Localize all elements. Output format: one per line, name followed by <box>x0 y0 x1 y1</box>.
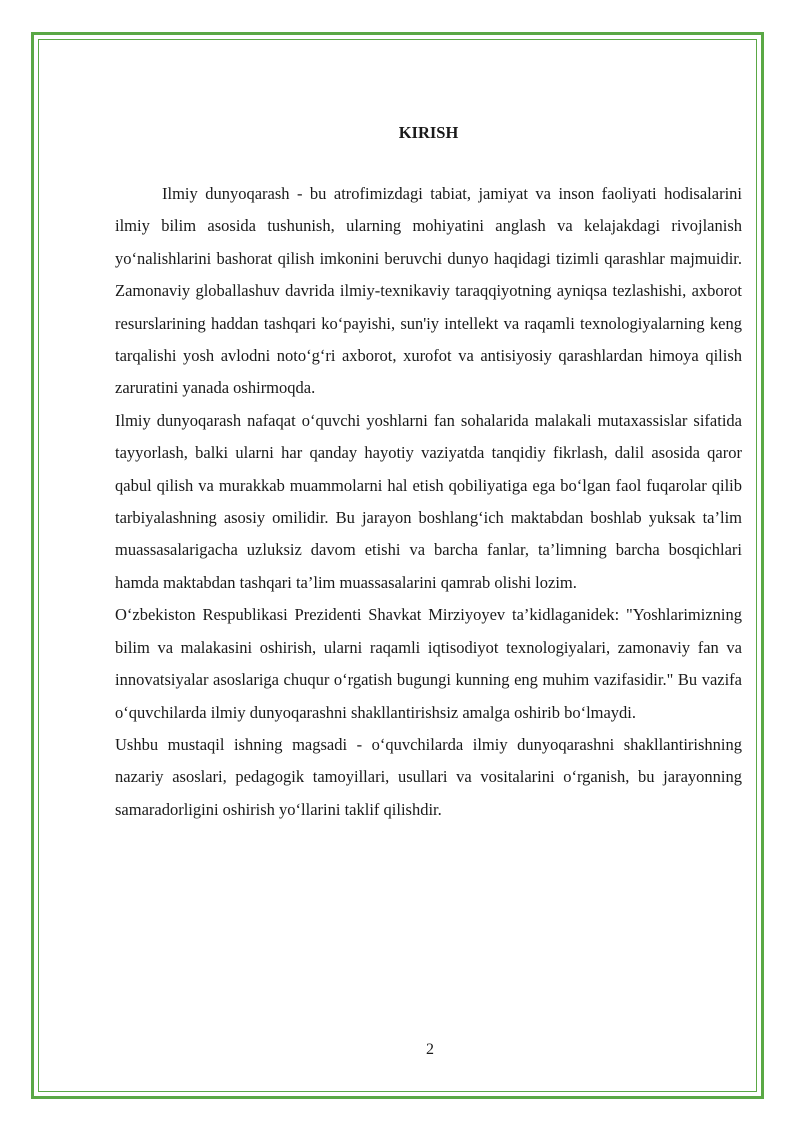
section-heading: KIRISH <box>398 123 459 142</box>
paragraph-3: O‘zbekiston Respublikasi Prezidenti Shavkat Mirziyoyev ta’kidlaganidek: "Yoshlarimizning bilim va malakasini oshirish, ularni raqamli iqtisodiyot texnologiyalari, zamonaviy fan va innovatsiyalar asoslariga chuqur o‘rgatish bugungi kunning eng muhim vazifasidir." Bu vazifa o‘quvchilarda ilmiy dunyoqarashni shakllantirishsiz amalga oshirib bo‘lmaydi. <box>115 605 742 722</box>
paragraph-1: Ilmiy dunyoqarash - bu atrofimizdagi tabiat, jamiyat va inson faoliyati hodisalarini ilmiy bilim asosida tushunish, ularning mohiyatini anglash va kelajakdagi rivojlanish yo‘nalishlarini bashorat qilish imkonini beruvchi dunyo haqidagi tizimli qarashlar majmuidir. Zamonaviy globallashuv davrida ilmiy-texnikaviy taraqqiyotning ayniqsa tezlashishi, axborot resurslarining haddan tashqari ko‘payishi, sun'iy intellekt va raqamli texnologiyalarning keng tarqalishi yosh avlodni noto‘g‘ri axborot, xurofot va antisiyosiy qarashlardan himoya qilish zaruratini yanada oshirmoqda. <box>115 184 742 398</box>
page-number: 2 <box>426 1041 434 1058</box>
paragraph-4: Ushbu mustaqil ishning magsadi - o‘quvchilarda ilmiy dunyoqarashni shakllantirishning nazariy asoslari, pedagogik tamoyillari, usullari va vositalarini o‘rganish, bu jarayonning samaradorligini oshirish yo‘llarini taklif qilishdir. <box>115 734 742 819</box>
document-body <box>115 118 742 826</box>
paragraph-2: Ilmiy dunyoqarash nafaqat o‘quvchi yoshlarni fan sohalarida malakali mutaxassislar sifatida tayyorlash, balki ularni har qanday hayotiy vaziyatda tanqidiy fikrlash, dalil asosida qaror qabul qilish va murakkab muammolarni hal etish qobiliyatiga ega bo‘lgan faol fuqarolar qilib tarbiyalashning asosiy omilidir. Bu jarayon boshlang‘ich maktabdan boshlab yuksak ta’lim muassasalarigacha uzluksiz davom etishi va barcha fanlar, ta’limning barcha bosqichlari hamda maktabdan tashqari ta’lim muassasalarini qamrab olishi lozim. <box>115 410 742 592</box>
